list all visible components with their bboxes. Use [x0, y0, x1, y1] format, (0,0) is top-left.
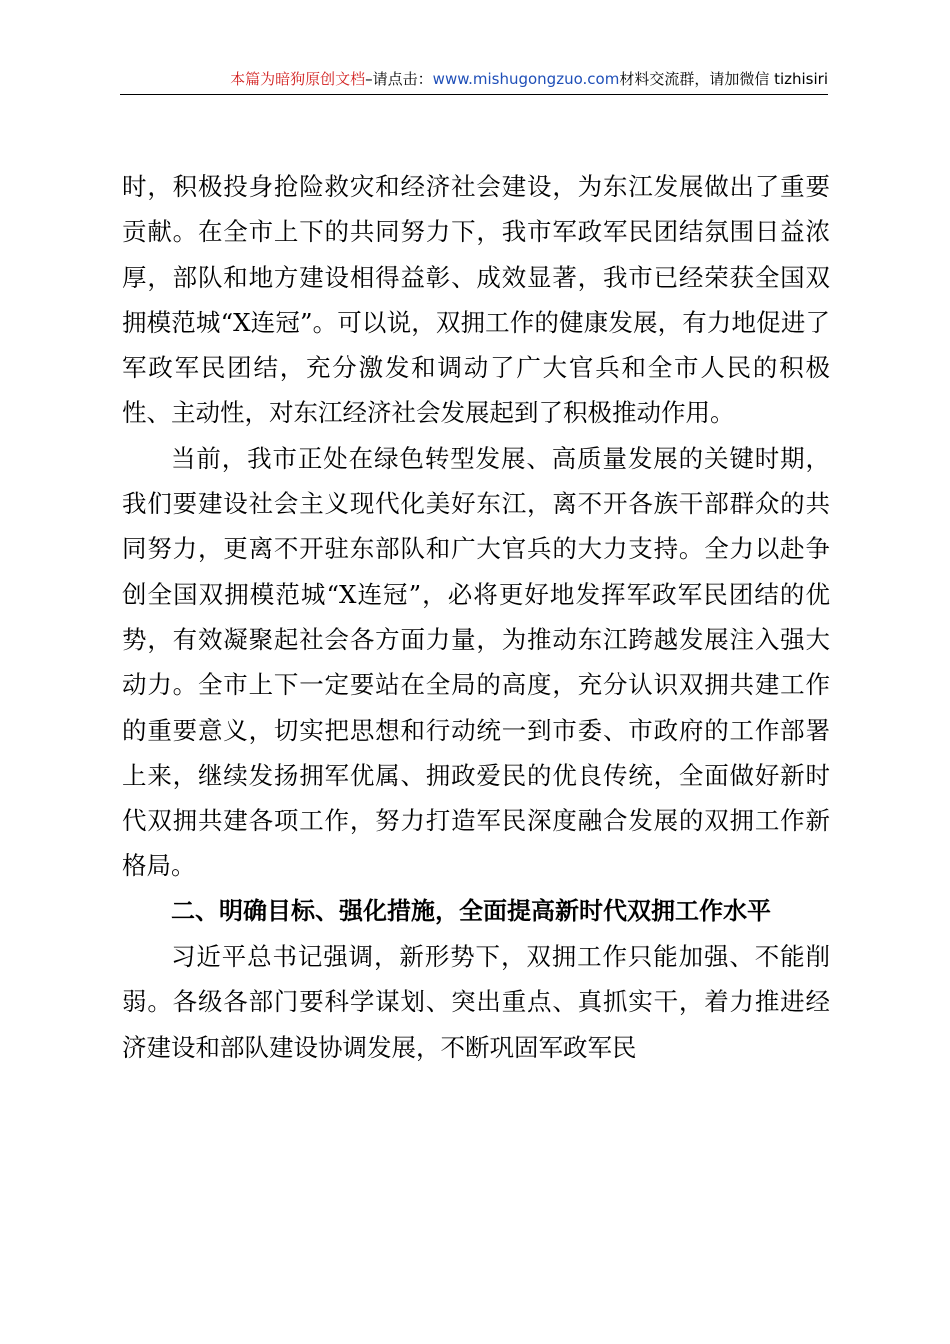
paragraph-2: 当前，我市正处在绿色转型发展、高质量发展的关键时期，我们要建设社会主义现代化美好东江，离不开各族干部群众的共同努力，更离不开驻东部队和广大官兵的大力支持。全力以赴争创全国双拥模范城“X连冠”，必将更好地发挥军政军民团结的优势，有效凝聚起社会各方面力量，为推动东江跨越发展注入强大动力。全市上下一定要站在全局的高度，充分认识双拥共建工作的重要意义，切实把思想和行动统一到市委、市政府的工作部署上来，继续发扬拥军优属、拥政爱民的优良传统，全面做好新时代双拥共建各项工作，努力打造军民深度融合发展的双拥工作新格局。: [122, 443, 830, 881]
document-body: [122, 164, 830, 1070]
header-contact-text: 材料交流群，请加微信 tizhisiri: [619, 70, 828, 88]
page-header: [120, 66, 828, 95]
header-brand-text: 本篇为暗狗原创文档: [230, 70, 366, 88]
header-click-prompt: –请点击：: [365, 70, 433, 88]
paragraph-3: 习近平总书记强调，新形势下，双拥工作只能加强、不能削弱。各级各部门要科学谋划、突出重点、真抓实干，着力推进经济建设和部队建设协调发展，不断巩固军政军民: [122, 942, 830, 1062]
paragraph-1: 时，积极投身抢险救灾和经济社会建设，为东江发展做出了重要贡献。在全市上下的共同努力下，我市军政军民团结氛围日益浓厚，部队和地方建设相得益彰、成效显著，我市已经荣获全国双拥模范城“X连冠”。可以说，双拥工作的健康发展，有力地促进了军政军民团结，充分激发和调动了广大官兵和全市人民的积极性、主动性，对东江经济社会发展起到了积极推动作用。: [122, 172, 830, 428]
header-url-link[interactable]: www.mishugongzuo.com: [432, 70, 620, 88]
section-heading-2: 二、明确目标、强化措施，全面提高新时代双拥工作水平: [171, 896, 771, 925]
